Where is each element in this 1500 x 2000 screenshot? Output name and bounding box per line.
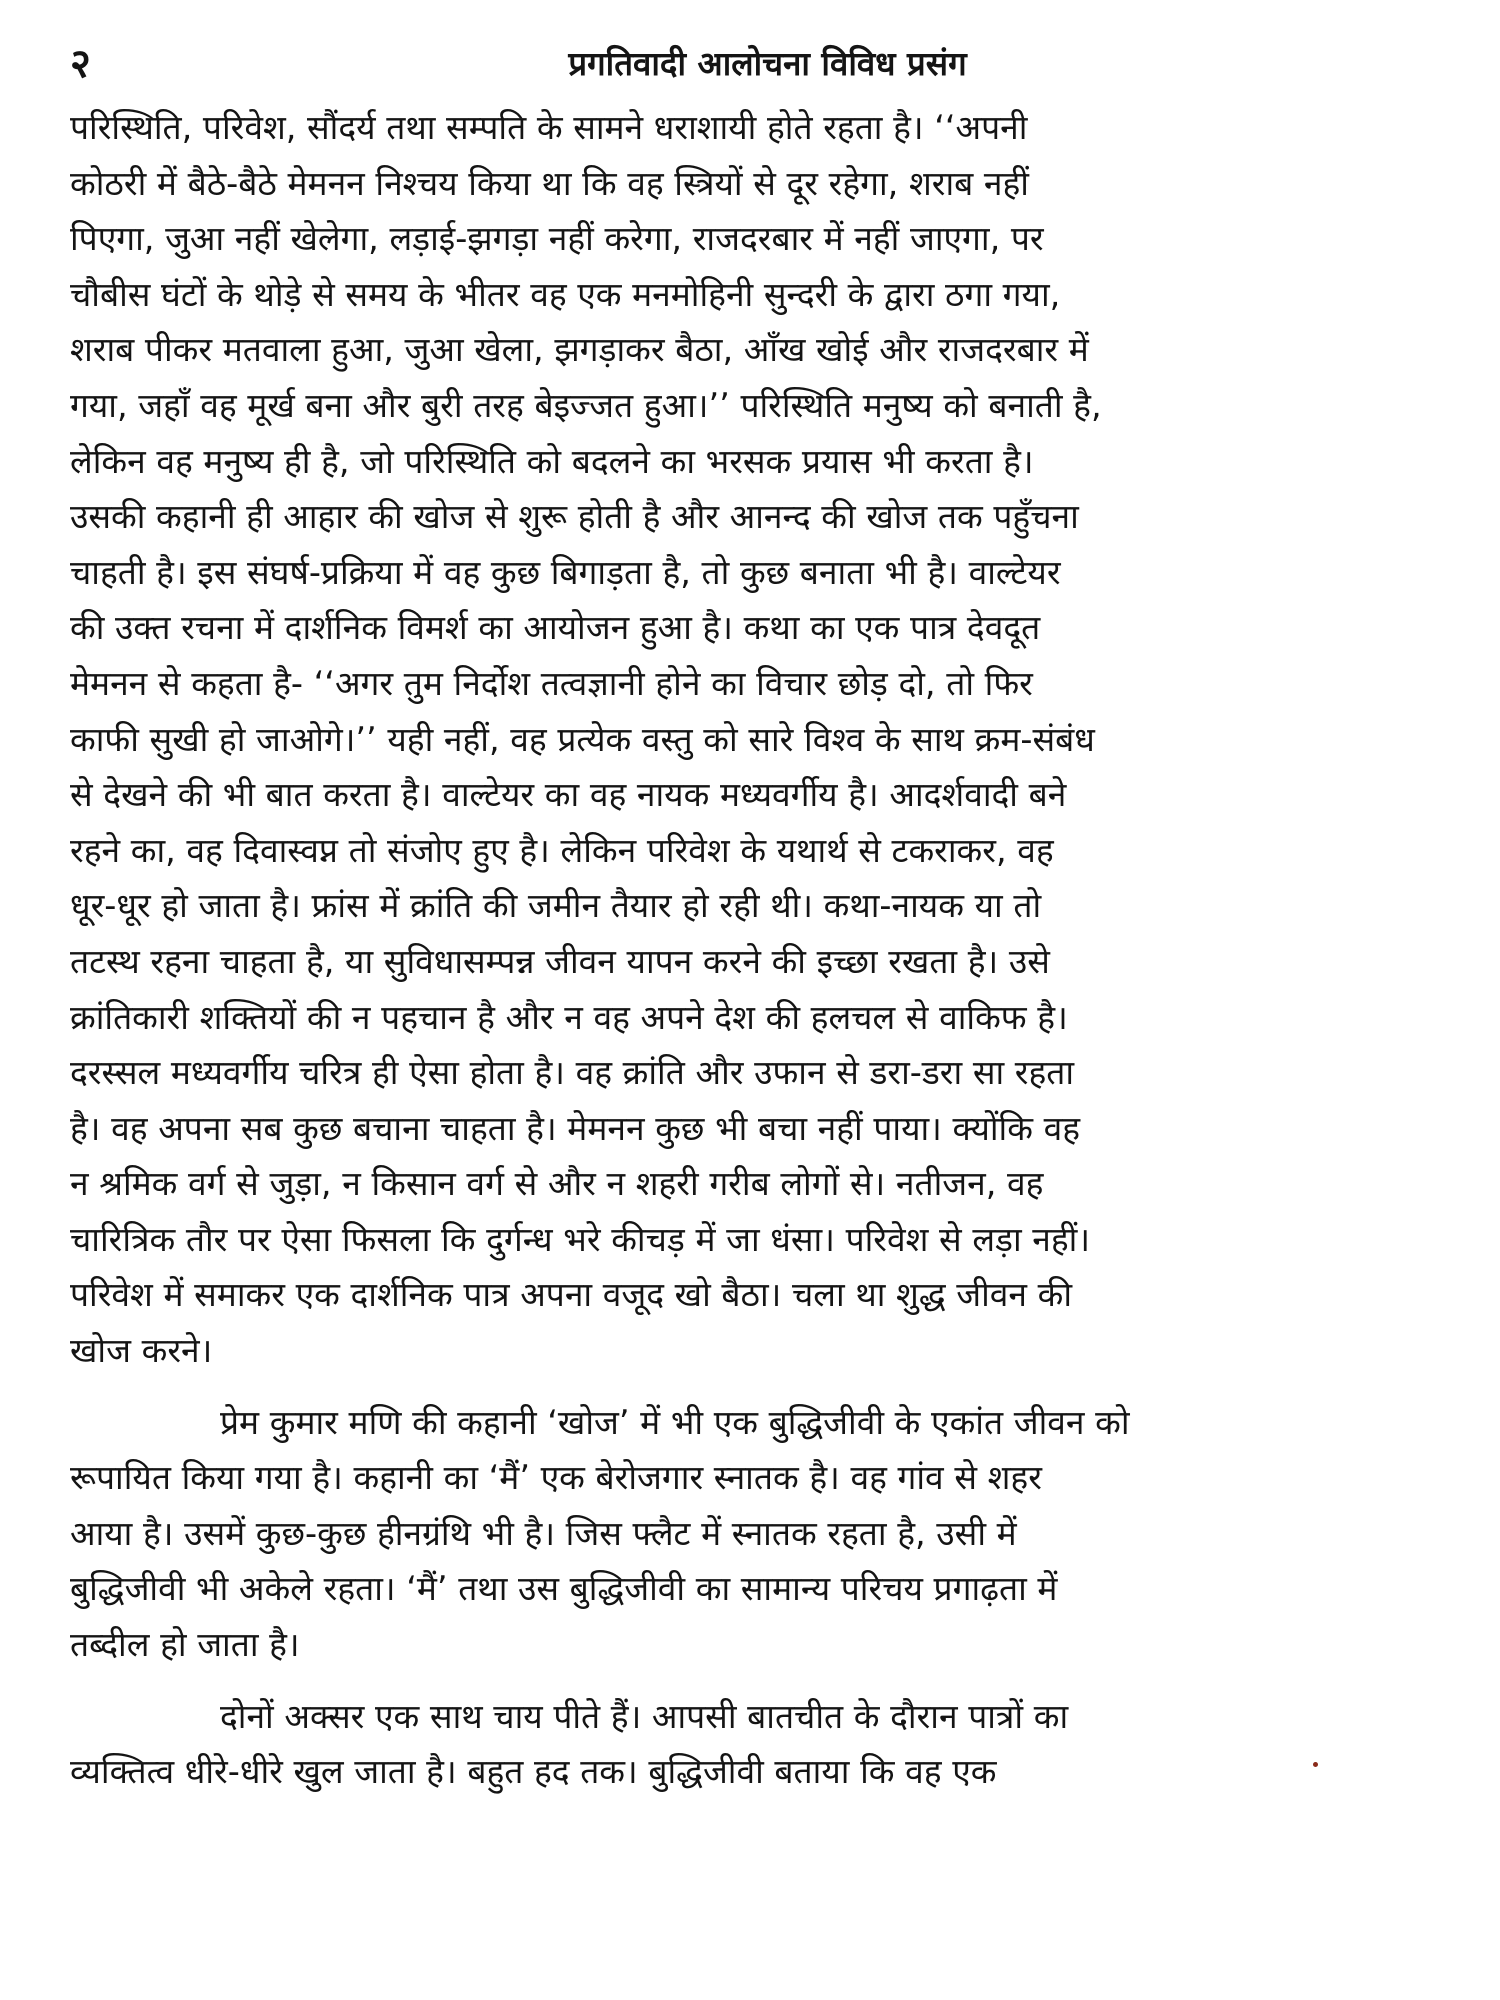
text-line: तब्दील हो जाता है। xyxy=(70,1625,300,1665)
text-line: रूपायित किया गया है। कहानी का ‘मैं’ एक बेरोजगार स्नातक है। वह गांव से शहर xyxy=(70,1458,1042,1498)
text-line: लेकिन वह मनुष्य ही है, जो परिस्थिति को बदलने का भरसक प्रयास भी करता है। xyxy=(70,441,1034,481)
text-line: काफी सुखी हो जाओगे।’’ यही नहीं, वह प्रत्येक वस्तु को सारे विश्व के साथ क्रम-संबंध xyxy=(70,719,1095,759)
running-title: प्रगतिवादी आलोचना विविध प्रसंग xyxy=(568,44,967,83)
text-line: न श्रमिक वर्ग से जुड़ा, न किसान वर्ग से और न शहरी गरीब लोगों से। नतीजन, वह xyxy=(70,1164,1044,1204)
text-line: से देखने की भी बात करता है। वाल्टेयर का वह नायक मध्यवर्गीय है। आदर्शवादी बने xyxy=(70,775,1067,815)
page-header xyxy=(70,34,1465,94)
text-line: कोठरी में बैठे-बैठे मेमनन निश्चय किया था कि वह स्त्रियों से दूर रहेगा, शराब नहीं xyxy=(70,163,1029,203)
text-line: की उक्त रचना में दार्शनिक विमर्श का आयोजन हुआ है। कथा का एक पात्र देवदूत xyxy=(70,608,1041,648)
text-line: पिएगा, जुआ नहीं खेलेगा, लड़ाई-झगड़ा नहीं करेगा, राजदरबार में नहीं जाएगा, पर xyxy=(70,219,1044,259)
text-line: परिवेश में समाकर एक दार्शनिक पात्र अपना वजूद खो बैठा। चला था शुद्ध जीवन की xyxy=(70,1275,1073,1315)
text-line: है। वह अपना सब कुछ बचाना चाहता है। मेमनन कुछ भी बचा नहीं पाया। क्योंकि वह xyxy=(70,1108,1081,1148)
text-line: आया है। उसमें कुछ-कुछ हीनग्रंथि भी है। जिस फ्लैट में स्नातक रहता है, उसी में xyxy=(70,1513,1017,1553)
text-line: चाहती है। इस संघर्ष-प्रक्रिया में वह कुछ बिगाड़ता है, तो कुछ बनाता भी है। वाल्टेयर xyxy=(70,552,1061,592)
page-body xyxy=(70,100,1465,1800)
text-line: मेमनन से कहता है- ‘‘अगर तुम निर्दोश तत्वज्ञानी होने का विचार छोड़ दो, तो फिर xyxy=(70,663,1033,703)
text-line: चौबीस घंटों के थोड़े से समय के भीतर वह एक मनमोहिनी सुन्दरी के द्वारा ठगा गया, xyxy=(70,274,1061,314)
text-line: दरस्सल मध्यवर्गीय चरित्र ही ऐसा होता है। वह क्रांति और उफान से डरा-डरा सा रहता xyxy=(70,1053,1075,1093)
text-line: रहने का, वह दिवास्वप्न तो संजोए हुए है। लेकिन परिवेश के यथार्थ से टकराकर, वह xyxy=(70,830,1054,870)
text-line: गया, जहाँ वह मूर्ख बना और बुरी तरह बेइज्जत हुआ।’’ परिस्थिति मनुष्य को बनाती है, xyxy=(70,385,1102,425)
text-line: बुद्धिजीवी भी अकेले रहता। ‘मैं’ तथा उस बुद्धिजीवी का सामान्य परिचय प्रगाढ़ता में xyxy=(70,1569,1058,1609)
text-line: शराब पीकर मतवाला हुआ, जुआ खेला, झगड़ाकर बैठा, आँख खोई और राजदरबार में xyxy=(70,330,1089,370)
text-line: उसकी कहानी ही आहार की खोज से शुरू होती है और आनन्द की खोज तक पहुँचना xyxy=(70,497,1079,537)
ink-speck xyxy=(1313,1762,1318,1767)
paragraph-gap xyxy=(70,1379,1465,1395)
text-line: क्रांतिकारी शक्तियों की न पहचान है और न वह अपने देश की हलचल से वाकिफ है। xyxy=(70,997,1068,1037)
paragraph-2 xyxy=(70,1395,1465,1673)
paragraph-1 xyxy=(70,100,1465,1379)
text-line: व्यक्तित्व धीरे-धीरे खुल जाता है। बहुत हद तक। बुद्धिजीवी बताया कि वह एक xyxy=(70,1752,997,1792)
paragraph-3 xyxy=(70,1689,1465,1800)
text-line: धूर-धूर हो जाता है। फ्रांस में क्रांति की जमीन तैयार हो रही थी। कथा-नायक या तो xyxy=(70,886,1042,926)
text-line: परिस्थिति, परिवेश, सौंदर्य तथा सम्पति के सामने धराशायी होते रहता है। ‘‘अपनी xyxy=(70,108,1028,147)
text-line: तटस्थ रहना चाहता है, या सुविधासम्पन्न जीवन यापन करने की इच्छा रखता है। उसे xyxy=(70,941,1050,981)
text-line: दोनों अक्सर एक साथ चाय पीते हैं। आपसी बातचीत के दौरान पात्रों का xyxy=(220,1696,1069,1736)
paragraph-gap xyxy=(70,1673,1465,1689)
text-line: खोज करने। xyxy=(70,1331,213,1371)
text-line: चारित्रिक तौर पर ऐसा फिसला कि दुर्गन्ध भरे कीचड़ में जा धंसा। परिवेश से लड़ा नहीं। xyxy=(70,1219,1091,1259)
text-line: प्रेम कुमार मणि की कहानी ‘खोज’ में भी एक बुद्धिजीवी के एकांत जीवन को xyxy=(220,1402,1130,1442)
page-number: २ xyxy=(70,41,91,87)
